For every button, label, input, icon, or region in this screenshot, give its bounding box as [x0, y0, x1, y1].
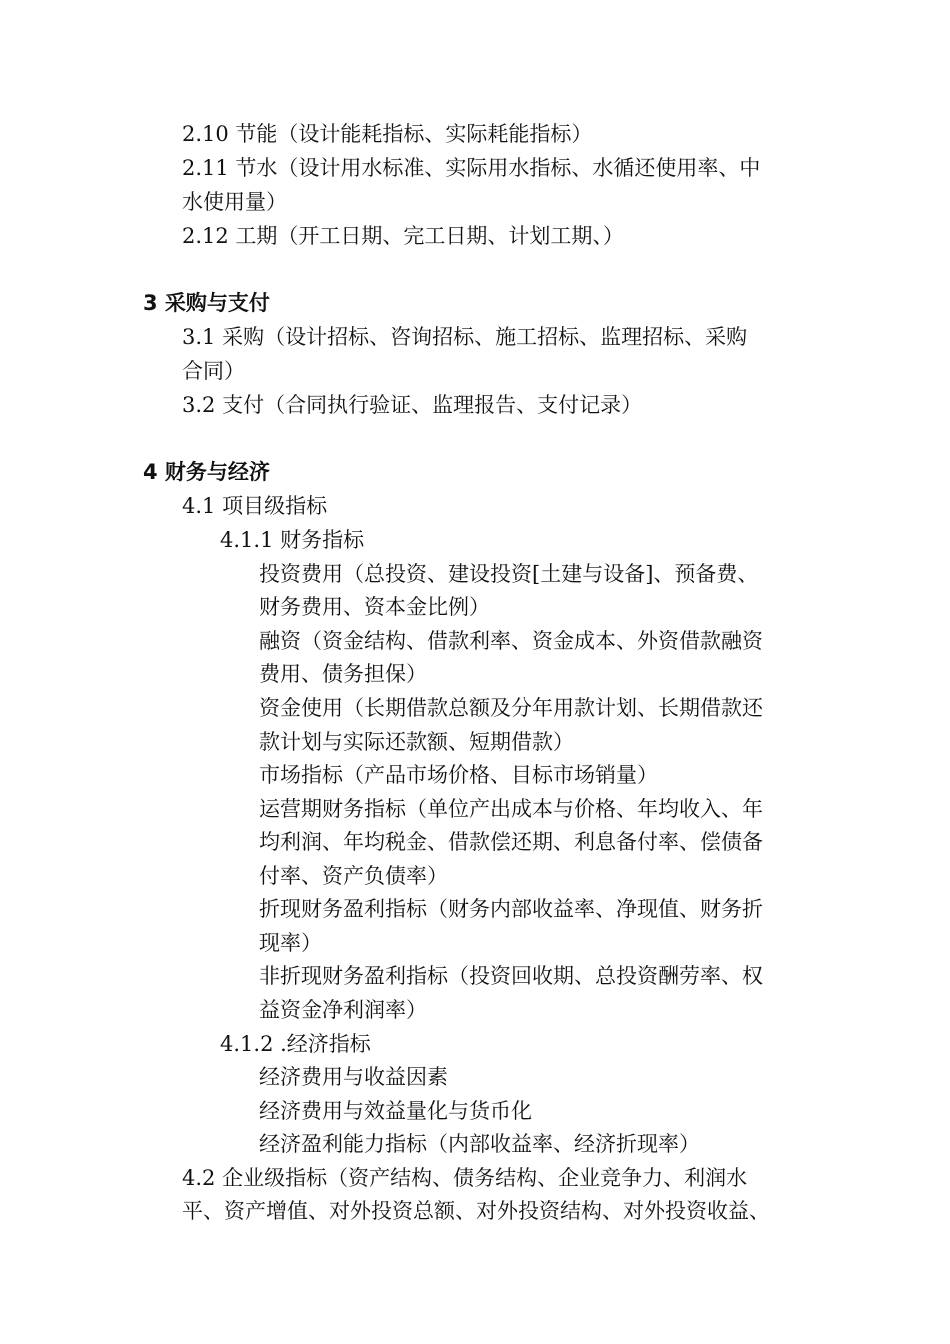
text-line: 合同）: [182, 359, 245, 383]
text-line: 折现财务盈利指标（财务内部收益率、净现值、财务折: [259, 897, 763, 921]
text-line: 平、资产增值、对外投资总额、对外投资结构、对外投资收益、: [182, 1199, 770, 1223]
text-line: 4.2 企业级指标（资产结构、债务结构、企业竞争力、利润水: [182, 1166, 748, 1190]
subsection-heading: 4.1.2 .经济指标: [220, 1032, 371, 1056]
text-line: 资金使用（长期借款总额及分年用款计划、长期借款还: [259, 696, 763, 720]
text-line: 经济费用与收益因素: [259, 1065, 448, 1089]
text-line: 融资（资金结构、借款利率、资金成本、外资借款融资: [259, 629, 763, 653]
text-line: 4.1 项目级指标: [182, 494, 328, 518]
text-line: 经济费用与效益量化与货币化: [259, 1099, 532, 1123]
section-heading: 3 采购与支付: [143, 291, 270, 315]
text-line: 费用、债务担保）: [259, 662, 427, 686]
section-heading: 4 财务与经济: [143, 460, 270, 484]
text-line: 均利润、年均税金、借款偿还期、利息备付率、偿债备: [259, 830, 763, 854]
text-line: 现率）: [259, 931, 322, 955]
text-line: 益资金净利润率）: [259, 998, 427, 1022]
text-line: 运营期财务指标（单位产出成本与价格、年均收入、年: [259, 797, 763, 821]
text-line: 投资费用（总投资、建设投资[土建与设备]、预备费、: [259, 562, 759, 586]
subsection-heading: 4.1.1 财务指标: [220, 528, 365, 552]
text-line: 水使用量）: [182, 190, 287, 214]
text-line: 3.1 采购（设计招标、咨询招标、施工招标、监理招标、采购: [182, 325, 748, 349]
text-line: 2.11 节水（设计用水标准、实际用水指标、水循还使用率、中: [182, 156, 761, 180]
text-line: 款计划与实际还款额、短期借款）: [259, 730, 574, 754]
text-line: 经济盈利能力指标（内部收益率、经济折现率）: [259, 1132, 700, 1156]
text-line: 财务费用、资本金比例）: [259, 595, 490, 619]
text-line: 市场指标（产品市场价格、目标市场销量）: [259, 763, 658, 787]
text-line: 3.2 支付（合同执行验证、监理报告、支付记录）: [182, 393, 643, 417]
text-line: 2.12 工期（开工日期、完工日期、计划工期、）: [182, 224, 624, 248]
text-line: 2.10 节能（设计能耗指标、实际耗能指标）: [182, 122, 593, 146]
text-line: 付率、资产负债率）: [259, 864, 448, 888]
text-line: 非折现财务盈利指标（投资回收期、总投资酬劳率、权: [259, 964, 763, 988]
